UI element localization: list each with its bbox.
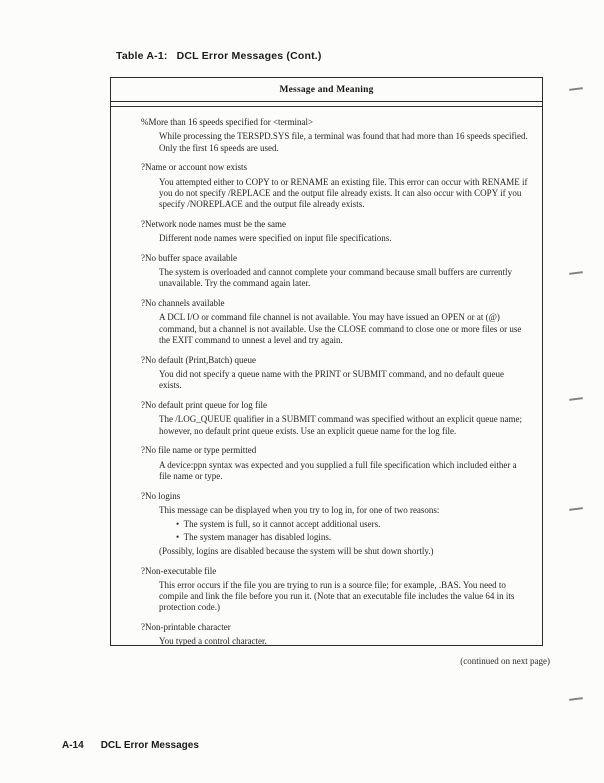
error-message-text: ?No default print queue for log file xyxy=(141,400,267,411)
error-meaning-paragraph: You attempted either to COPY to or RENAME an existing file. This error can occur with RENAME if you do not specify /REPLACE and the output file already exists. It can also occur with COPY if you specify /NOREPLACE and the output file already exists. xyxy=(159,176,528,210)
edge-tick-mark xyxy=(569,397,583,401)
bullet-list xyxy=(176,519,528,543)
continued-note: (continued on next page) xyxy=(460,656,550,666)
error-meaning-paragraph: A device:ppn syntax was expected and you supplied a full file specification which included either a file name or type. xyxy=(159,459,517,481)
table-caption-label: Table A-1: xyxy=(116,50,168,62)
edge-tick-mark xyxy=(569,697,583,701)
error-entry xyxy=(141,622,528,648)
table-caption xyxy=(116,50,322,62)
error-message-text: ?Name or account now exists xyxy=(141,162,247,173)
error-entry xyxy=(141,219,528,245)
table-body xyxy=(111,107,542,648)
error-message-text: %More than 16 speeds specified for <terminal> xyxy=(141,117,314,128)
bullet-item: • The system manager has disabled logins. xyxy=(176,532,528,543)
error-entry xyxy=(141,566,528,614)
error-meaning-paragraph: A DCL I/O or command file channel is not available. You may have issued an OPEN or at (@) command, but a channel is not available. Use the CLOSE command to close one or more files or use the EXIT command to unnest a level and try again. xyxy=(159,312,522,346)
error-message-text: ?Non-printable character xyxy=(141,622,231,633)
table-column-header: Message and Meaning xyxy=(279,85,374,95)
error-meaning-paragraph: You typed a control character. xyxy=(159,636,267,647)
error-meaning-paragraph: While processing the TERSPD.SYS file, a terminal was found that had more than 16 speeds specified. Only the first 16 speeds are used. xyxy=(159,131,528,153)
error-entry xyxy=(141,117,528,154)
table-caption-title: DCL Error Messages (Cont.) xyxy=(176,50,322,62)
footer-page-number: A-14 xyxy=(62,740,84,751)
error-meaning-paragraph: The /LOG_QUEUE qualifier in a SUBMIT command was specified without an explicit queue name; however, no default print queue exists. Use an explicit queue name for the log file. xyxy=(159,414,522,436)
error-meaning-paragraph: (Possibly, logins are disabled because the system will be shut down shortly.) xyxy=(159,545,434,556)
error-meaning-paragraph: Different node names were specified on input file specifications. xyxy=(159,233,392,244)
error-meaning-paragraph: You did not specify a queue name with the PRINT or SUBMIT command, and no default queue exists. xyxy=(159,369,504,391)
error-message-text: ?Network node names must be the same xyxy=(141,218,286,229)
error-meaning-paragraph: This message can be displayed when you try to log in, for one of two reasons: xyxy=(159,504,440,515)
error-message-text: ?No channels available xyxy=(141,298,225,309)
error-entry xyxy=(141,355,528,392)
edge-tick-mark xyxy=(569,87,583,91)
error-message-text: ?Non-executable file xyxy=(141,565,217,576)
error-entry xyxy=(141,253,528,290)
error-message-text: ?No logins xyxy=(141,490,181,501)
error-meaning-paragraph: The system is overloaded and cannot complete your command because small buffers are currently unavailable. Try the command again later. xyxy=(159,267,512,289)
error-entry xyxy=(141,491,528,557)
error-meaning-paragraph: This error occurs if the file you are trying to run is a source file; for example, .BAS. You need to compile and link the file before you run it. (Note that an executable file includes the value 64 in its protection code.) xyxy=(159,579,515,613)
error-entry xyxy=(141,162,528,210)
error-entry xyxy=(141,298,528,346)
error-message-text: ?No file name or type permitted xyxy=(141,445,257,456)
error-entry xyxy=(141,445,528,482)
footer-section-title: DCL Error Messages xyxy=(100,740,199,751)
error-message-table xyxy=(110,77,543,646)
error-message-text: ?No default (Print,Batch) queue xyxy=(141,354,256,365)
error-message-text: ?No buffer space available xyxy=(141,252,238,263)
edge-tick-mark xyxy=(569,271,583,275)
error-entry xyxy=(141,400,528,437)
page-footer xyxy=(62,740,199,751)
bullet-item: • The system is full, so it cannot accept additional users. xyxy=(176,519,528,530)
edge-tick-mark xyxy=(569,507,583,511)
